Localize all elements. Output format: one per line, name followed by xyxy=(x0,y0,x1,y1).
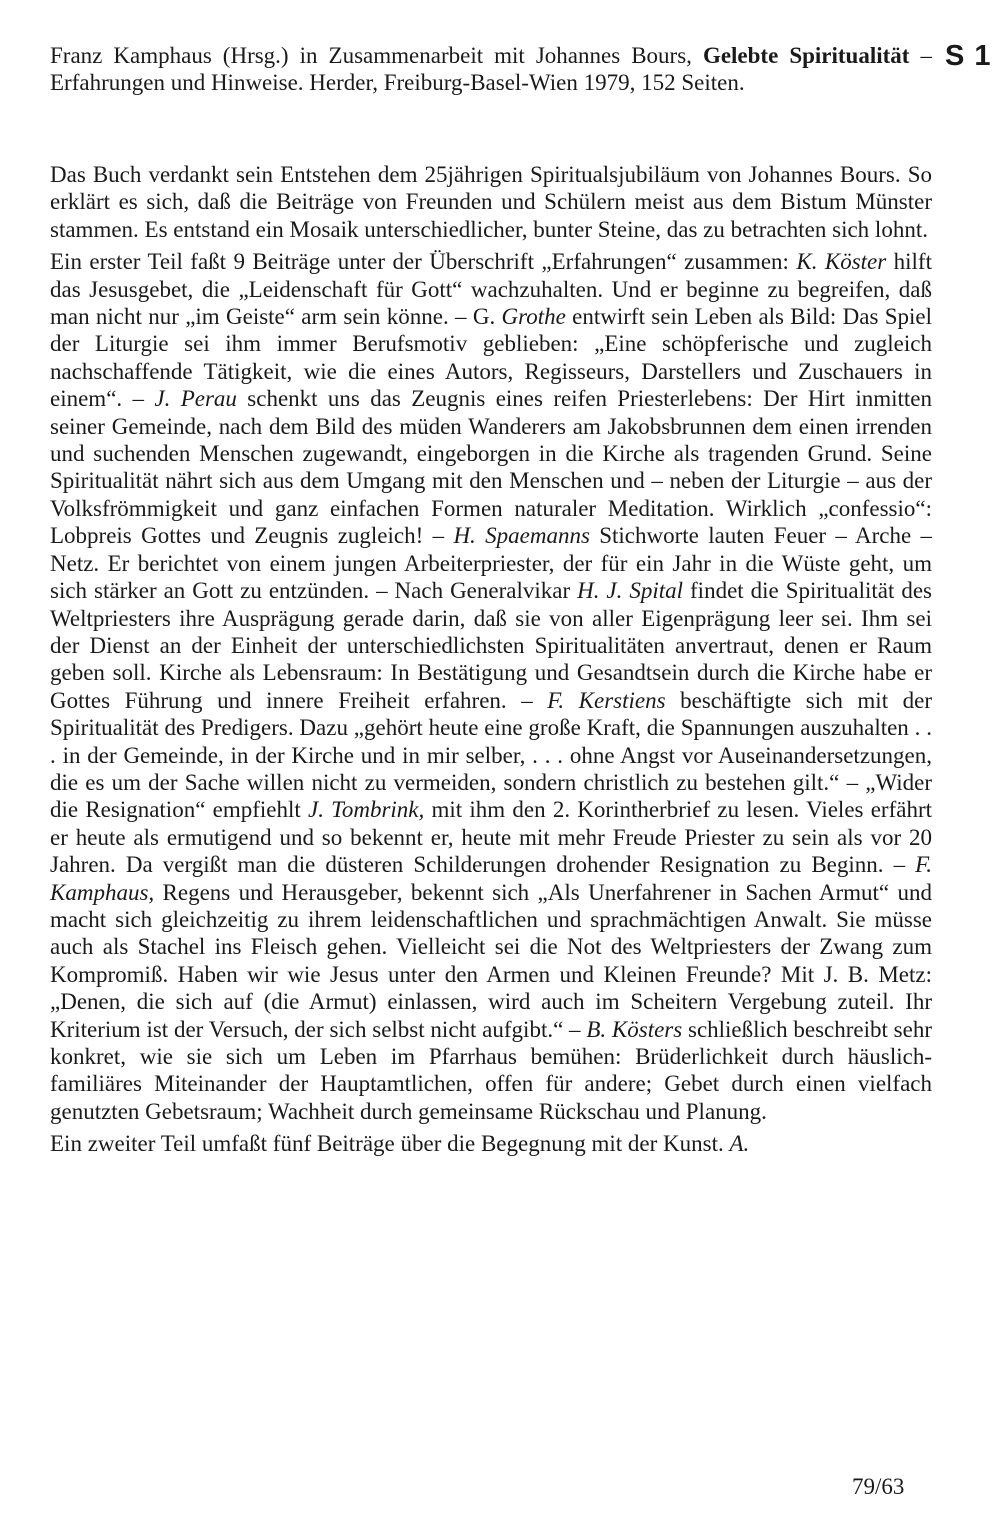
author-name: F. Kerstiens xyxy=(547,687,666,713)
citation-publication: – Erfahrungen und Hinweise. Herder, Freiburg-Basel-Wien 1979, 152 Seiten. xyxy=(50,43,932,96)
author-name: B. Kösters xyxy=(586,1016,683,1042)
paragraph-text: entwirft sein Leben als Bild: Das Spiel der Liturgie sei ihm immer Berufsmotiv geblieben: „Eine schöpferische und zugleich nachschaffende Tätigkeit, wie die eines Autors, Regisseurs, Darstellers und Zuschauers in einem“. – xyxy=(50,304,933,412)
paragraph-text: Das Buch verdankt sein Entstehen dem 25jährigen Spiritualsjubiläum von Johannes Bours. So erklärt es sich, daß die Beiträge von Freunden und Schülern meist aus dem Bistum Münster stammen. Es entstand ein Mosaik unterschiedlicher, bunter Steine, das zu betrachten sich lohnt. xyxy=(50,162,932,242)
citation-header xyxy=(50,42,932,97)
author-name: K. Köster xyxy=(796,249,887,275)
review-paragraph xyxy=(50,248,932,1125)
author-name: F. Kamphaus, xyxy=(50,852,932,905)
paragraph-text: schenkt uns das Zeugnis eines reifen Priesterlebens: Der Hirt inmitten seiner Gemeinde, nach dem Bild des müden Wanderers am Jakobsbrunnen dem einen irrenden und suchenden Menschen zugewandt, eingeborgen in die Kirche als tragenden Grund. Seine Spiritualität nährt sich aus dem Umgang mit den Menschen und – neben der Liturgie – aus der Volksfrömmigkeit und ganz einfachen Formen naturaler Meditation. Wirklich „confessio“: Lobpreis Gottes und Zeugnis zugleich! – xyxy=(50,386,932,549)
paragraph-text: schließlich beschreibt sehr konkret, wie sie sich um Leben im Pfarrhaus bemühen: Brüderlichkeit durch häuslich-familiäres Miteinander der Hauptamtlichen, offen für andere; Gebet durch einen vielfach genutzten Gebetsraum; Wachheit durch gemeinsame Rückschau und Planung. xyxy=(50,1016,933,1124)
author-name: A. xyxy=(729,1131,750,1157)
citation-title: Gelebte Spiritualität xyxy=(702,43,910,68)
paragraph-text: findet die Spiritualität des Weltpriesters ihre Ausprägung gerade darin, daß sie von aller Eigenprägung leer sei. Ihm sei der Dienst an der Einheit der unterschiedlichsten Spiritualitäten anvertraut, denen er Raum geben soll. Kirche als Lebensraum: In Bestätigung und Gesandtsein durch die Kirche habe er Gottes Führung und innere Freiheit erfahren. – xyxy=(50,578,932,713)
review-body xyxy=(50,161,932,1158)
author-name: J. Tombrink, xyxy=(308,797,425,823)
paragraph-text: Ein zweiter Teil umfaßt fünf Beiträge über die Begegnung mit der Kunst. xyxy=(50,1131,730,1157)
author-name: H. J. Spital xyxy=(577,578,684,604)
citation-authors: Franz Kamphaus (Hrsg.) in Zusammenarbeit mit Johannes Bours, xyxy=(50,43,703,68)
author-name: H. Spaemanns xyxy=(453,523,590,549)
page-number: 79/63 xyxy=(852,1474,905,1499)
author-name: J. Perau xyxy=(154,386,237,412)
paragraph-text: Ein erster Teil faßt 9 Beiträge unter der Überschrift „Erfahrungen“ zusammen: xyxy=(50,249,797,275)
review-paragraph xyxy=(50,1130,932,1157)
author-name: Grothe xyxy=(501,304,566,330)
paragraph-text: Regens und Herausgeber, bekennt sich „Als Unerfahrener in Sachen Armut“ und macht sich gleichzeitig zu ihrem leidenschaftlichen und sprachmächtigen Anwalt. Sie müsse auch als Stachel ins Fleisch gehen. Vielleicht sei die Not des Weltpriesters der Zwang zum Kompromiß. Haben wir wie Jesus unter den Armen und Kleinen Freunde? Mit J. B. Metz: „Denen, die sich auf (die Armut) einlassen, wird auch im Scheitern Vergebung zuteil. Ihr Kriterium ist der Versuch, der sich selbst nicht aufgibt.“ – xyxy=(50,879,932,1042)
review-paragraph xyxy=(50,161,932,243)
citation-line xyxy=(50,42,932,97)
paragraph-text: mit ihm den 2. Korintherbrief zu lesen. Vieles erfährt er heute als ermutigend und so bekennt er, heute mit mehr Freude Priester zu sein als vor 20 Jahren. Da vergißt man die düsteren Schilderungen drohender Resignation zu Beginn. – xyxy=(50,797,932,878)
paragraph-text: beschäftigte sich mit der Spiritualität des Predigers. Dazu „gehört heute eine große Kraft, die Spannungen auszuhalten . . . in der Gemeinde, in der Kirche und in mir selber, . . . ohne Angst vor Auseinandersetzungen, die es um der Sache willen nicht zu vermeiden, sondern christlich zu bestehen gilt.“ – „Wider die Resignation“ empfiehlt xyxy=(50,687,933,823)
section-code: S 1 xyxy=(945,40,992,72)
paragraph-text: hilft das Jesusgebet, die „Leidenschaft für Gott“ wachzuhalten. Und er beginne zu begreifen, daß man nicht nur „im Geiste“ arm sein könne. – G. xyxy=(50,249,932,330)
paragraph-text: Stichworte lauten Feuer – Arche – Netz. Er berichtet von einem jungen Arbeiterpriester, der für ein Jahr in die Wüste geht, um sich stärker an Gott zu entzünden. – Nach Generalvikar xyxy=(50,523,932,604)
